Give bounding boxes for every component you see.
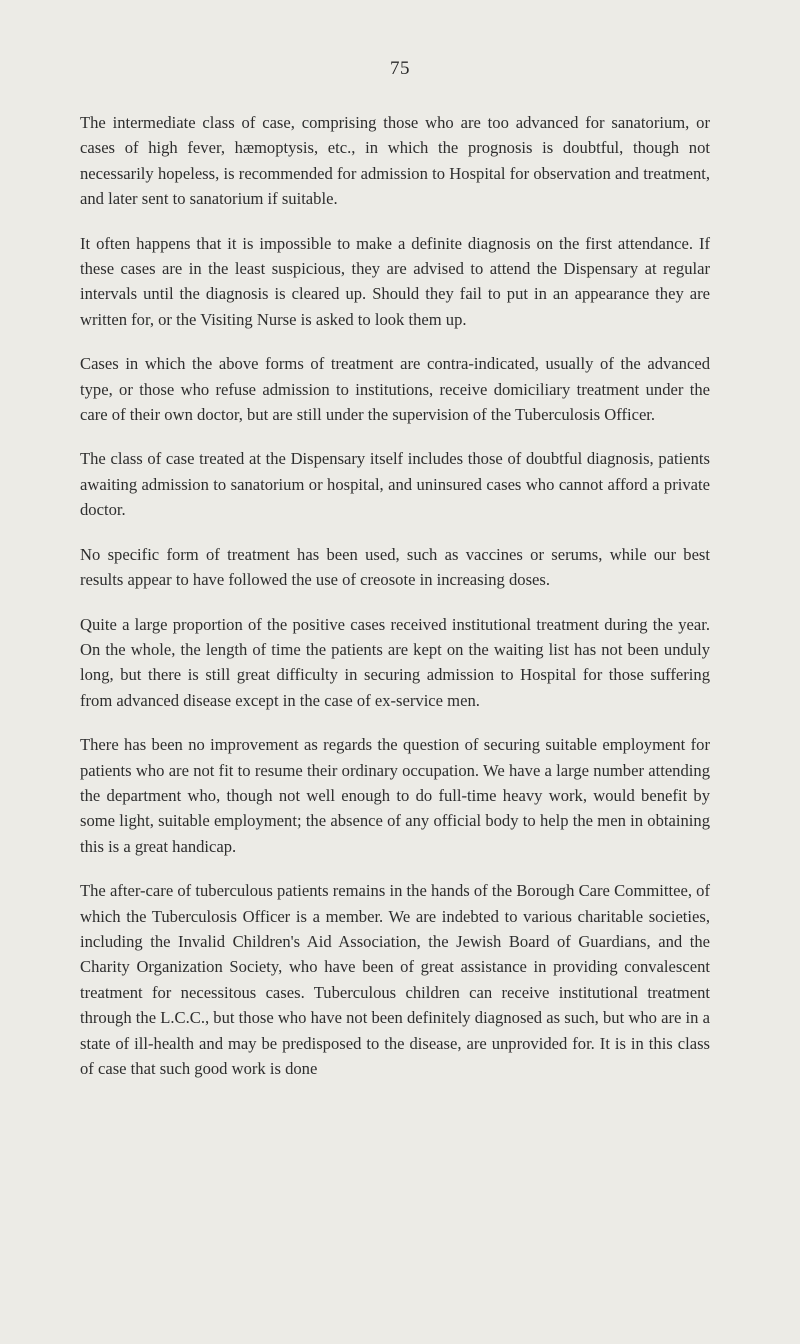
paragraph-employment: There has been no improvement as regards the question of securing suitable employment for patients who are not fit to resume their ordinary occupation. We have a large number attending the department who, though not well enough to do full-time heavy work, would benefit by some light, suitable employment; the absence of any official body to help the men in obtaining this is a great handicap. — [80, 735, 710, 856]
paragraph-institutional-treatment: Quite a large proportion of the positive cases received institutional treatment during the year. On the whole, the length of time the patients are kept on the waiting list has not been unduly long, but there is still great difficulty in securing admission to Hospital for those suffering from advanced disease except in the case of ex-service men. — [80, 614, 710, 710]
paragraph-specific-treatment: No specific form of treatment has been used, such as vaccines or serums, while our best results appear to have followed the use of creosote in increasing doses. — [80, 544, 710, 590]
paragraph-domiciliary-treatment: Cases in which the above forms of treatment are contra-indicated, usually of the advanced type, or those who refuse admission to institutions, receive domiciliary treatment under the care of their own doctor, but are still under the supervision of the Tuberculosis Officer. — [80, 354, 710, 425]
paragraph-intermediate-class: The intermediate class of case, comprising those who are too advanced for sanatorium, or cases of high fever, hæmoptysis, etc., in which the prognosis is doubtful, though not necessarily hopeless, is recommended for admission to Hospital for observation and treatment, and later sent to sanatorium if suitable. — [80, 113, 710, 209]
paragraph-first-attendance: It often happens that it is impossible to make a definite diagnosis on the first attendance. If these cases are in the least suspicious, they are advised to attend the Dispensary at regular intervals until the diagnosis is cleared up. Should they fail to put in an appearance they are written for, or the Visiting Nurse is asked to look them up. — [80, 233, 710, 329]
paragraph-dispensary-cases: The class of case treated at the Dispensary itself includes those of doubtful diagnosis, patients awaiting admission to sanatorium or hospital, and uninsured cases who cannot afford a private doctor. — [80, 449, 710, 520]
body-text — [80, 110, 710, 1100]
paragraph-after-care: The after-care of tuberculous patients remains in the hands of the Borough Care Committee, of which the Tuberculosis Officer is a member. We are indebted to various charitable societies, including the Invalid Children's Aid Association, the Jewish Board of Guardians, and the Charity Organization Society, who have been of great assistance in providing convalescent treatment for necessitous cases. Tuberculous children can receive institutional treatment through the L.C.C., but those who have not been definitely diagnosed as such, but who are in a state of ill-health and may be predisposed to the disease, are unprovided for. It is in this class of case that such good work is done — [80, 881, 710, 1078]
page-number: 75 — [390, 58, 410, 79]
